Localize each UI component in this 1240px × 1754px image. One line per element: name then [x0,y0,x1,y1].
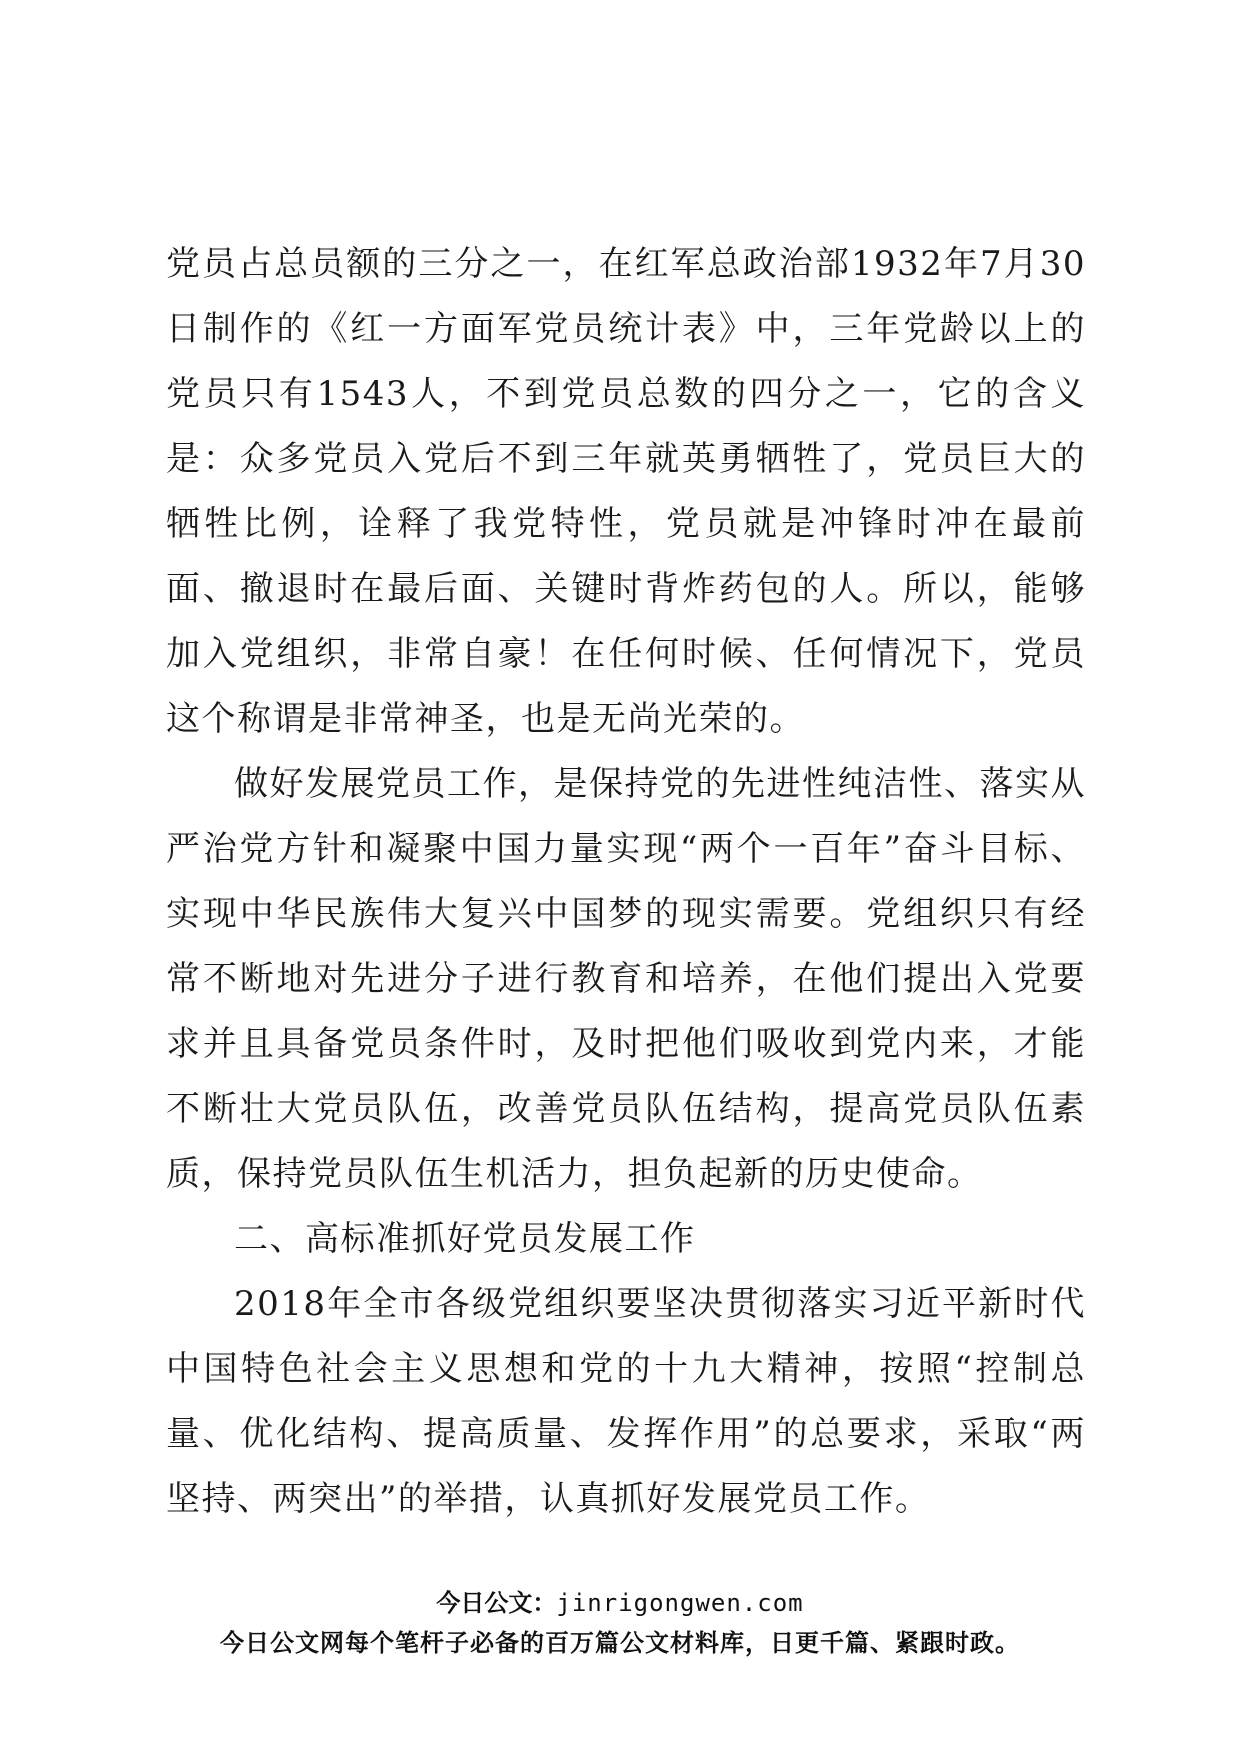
paragraph-2: 做好发展党员工作，是保持党的先进性纯洁性、落实从严治党方针和凝聚中国力量实现“两个一百年”奋斗目标、实现中华民族伟大复兴中国梦的现实需要。党组织只有经常不断地对先进分子进行教育和培养，在他们提出入党要求并且具备党员条件时，及时把他们吸收到党内来，才能不断壮大党员队伍，改善党员队伍结构，提高党员队伍素质，保持党员队伍生机活力，担负起新的历史使命。 [166,764,1086,1194]
footer-site-link[interactable]: jinrigongwen.com [556,1589,804,1617]
footer [0,1586,1240,1660]
footer-site-line [0,1586,1240,1620]
paragraph-1: 党员占总员额的三分之一，在红军总政治部1932年7月30日制作的《红一方面军党员统计表》中，三年党龄以上的党员只有1543人，不到党员总数的四分之一，它的含义是：众多党员入党后不到三年就英勇牺牲了，党员巨大的牺牲比例，诠释了我党特性，党员就是冲锋时冲在最前面、撤退时在最后面、关键时背炸药包的人。所以，能够加入党组织，非常自豪！在任何时候、任何情况下，党员这个称谓是非常神圣，也是无尚光荣的。 [166,244,1086,739]
footer-slogan: 今日公文网每个笔杆子必备的百万篇公文材料库，日更千篇、紧跟时政。 [220,1629,1020,1657]
document-body [166,232,1086,1532]
section-heading: 二、高标准抓好党员发展工作 [234,1219,696,1259]
footer-site-label: 今日公文： [436,1589,557,1617]
paragraph-3: 2018年全市各级党组织要坚决贯彻落实习近平新时代中国特色社会主义思想和党的十九大精神，按照“控制总量、优化结构、提高质量、发挥作用”的总要求，采取“两坚持、两突出”的举措，认真抓好发展党员工作。 [166,1284,1086,1519]
